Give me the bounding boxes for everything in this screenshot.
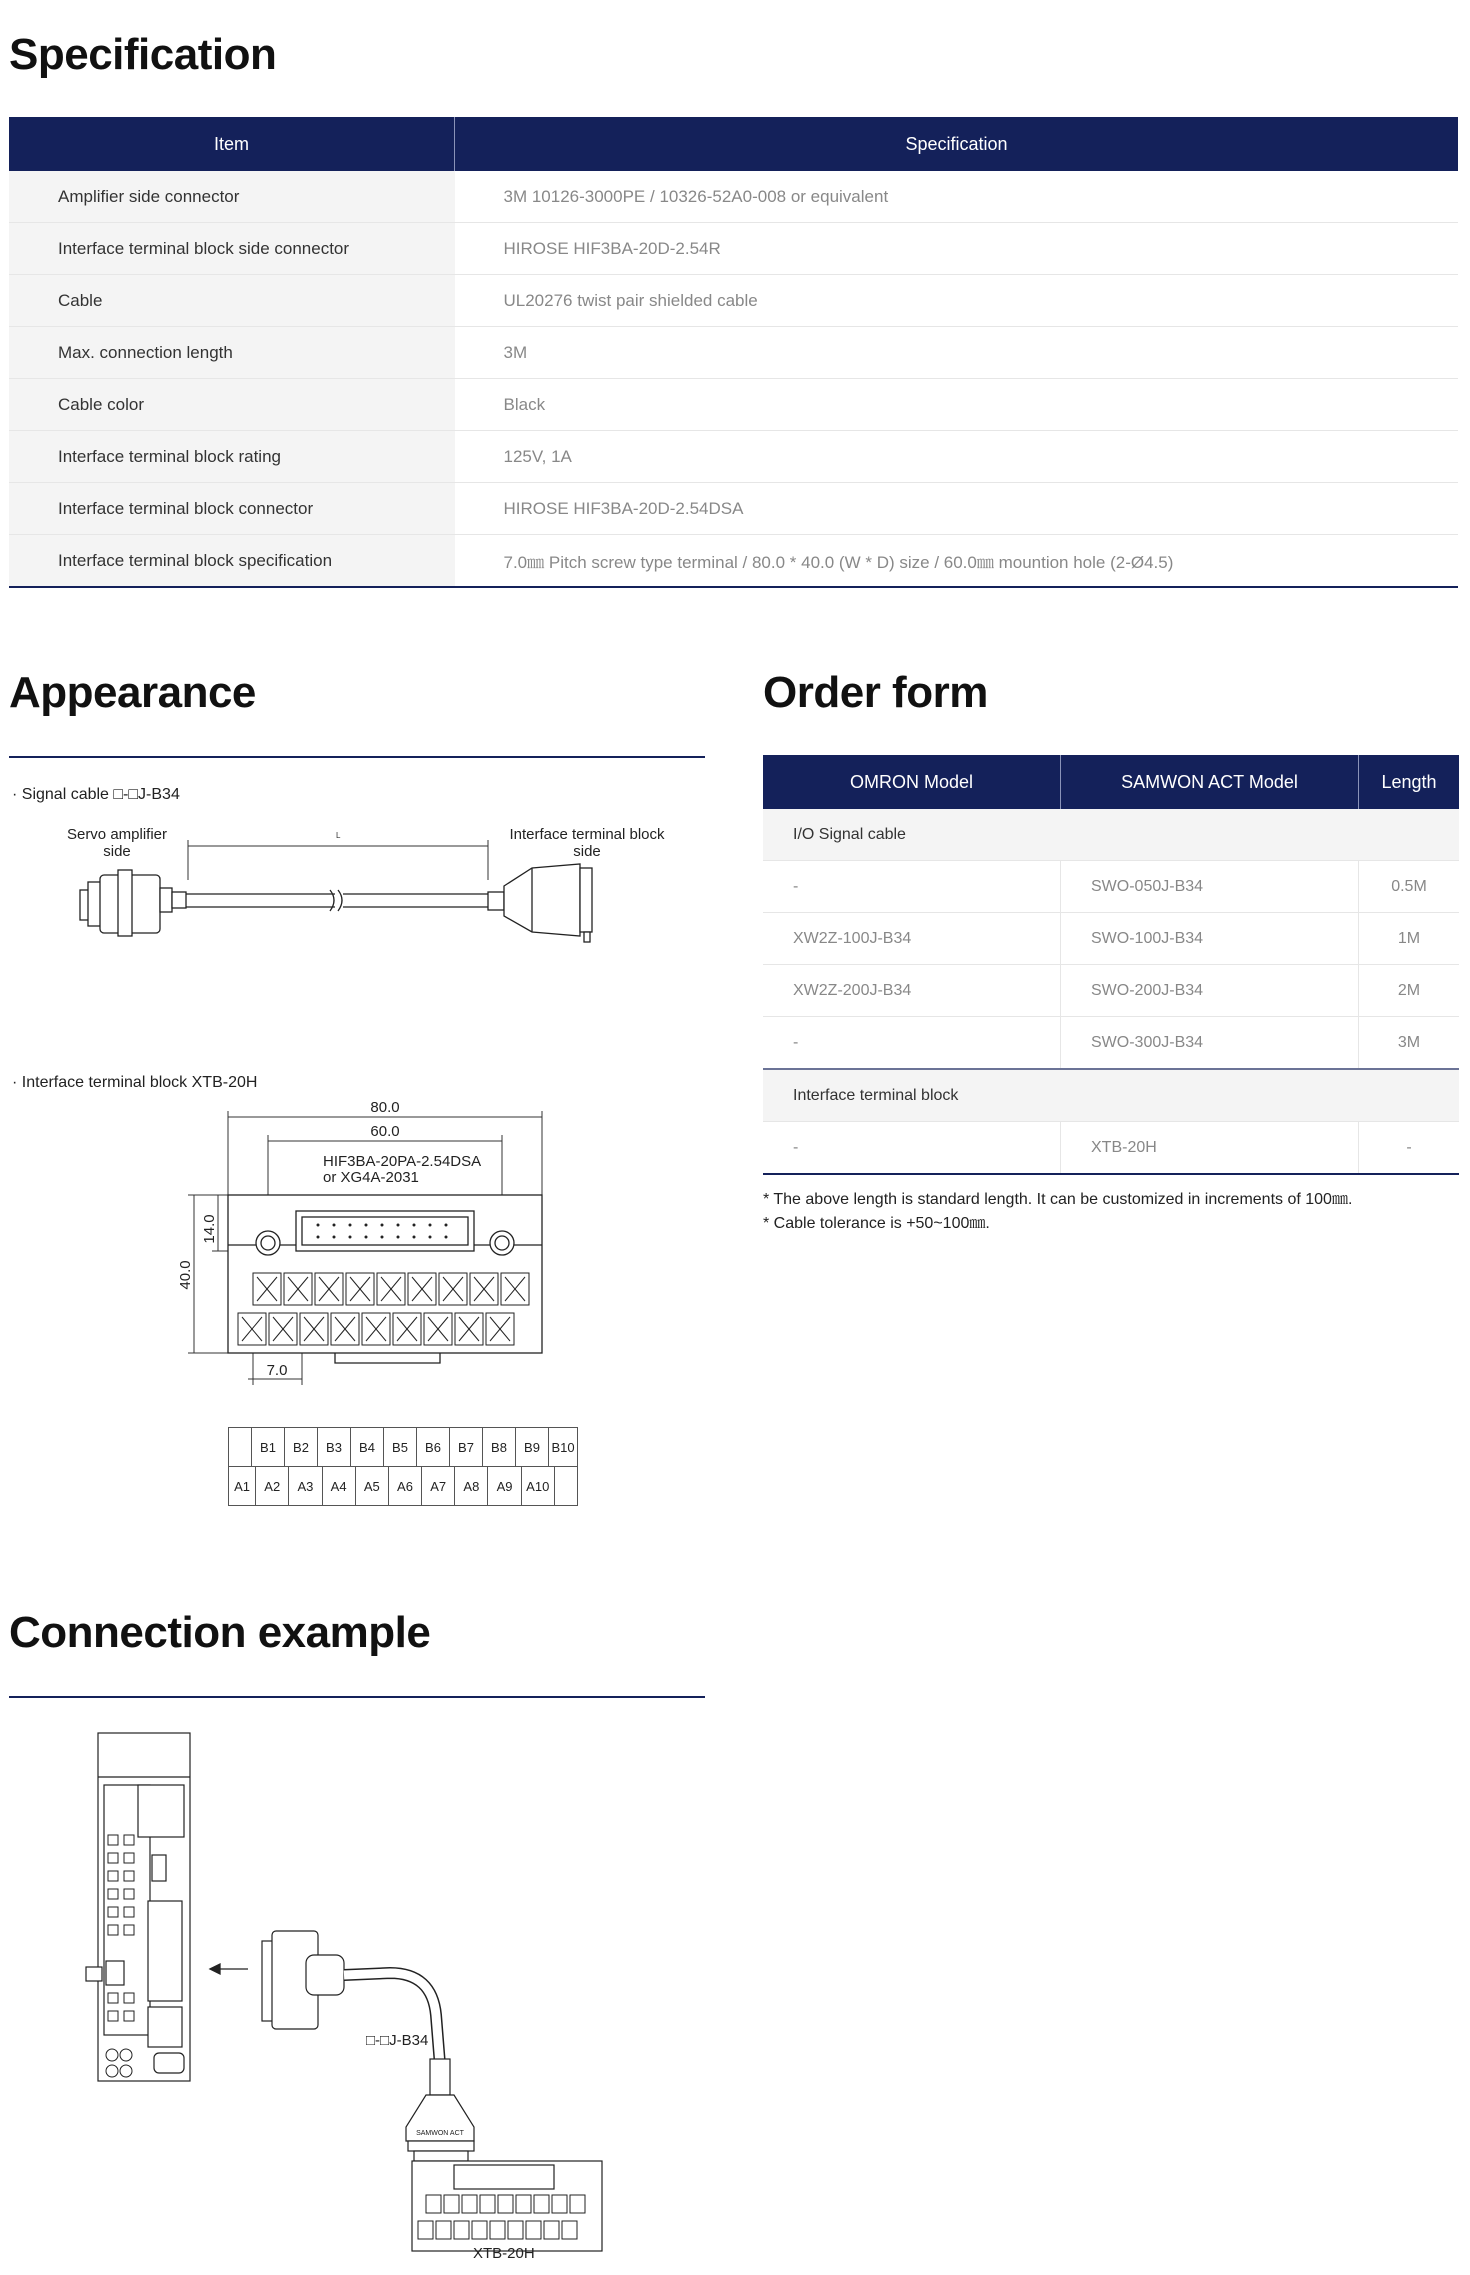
- pin-a2: A2: [256, 1467, 289, 1505]
- spec-item: Interface terminal block specification: [9, 535, 455, 588]
- table-row: [763, 913, 1459, 965]
- pin-a10: A10: [526, 1478, 550, 1494]
- pin-b6: B6: [417, 1428, 450, 1467]
- table-row: [9, 379, 1458, 431]
- servo-side-label-2: side: [103, 843, 131, 860]
- cable-inner: [344, 1973, 440, 2065]
- length: 1M: [1359, 913, 1460, 965]
- pin-b1: B1: [252, 1428, 285, 1467]
- pin-cell-empty: [554, 1467, 577, 1505]
- table-row: [9, 535, 1458, 588]
- connector-label-1: HIF3BA-20PA-2.54DSA: [323, 1153, 482, 1170]
- spec-value: HIROSE HIF3BA-20D-2.54DSA: [455, 483, 1459, 535]
- table-row: [763, 861, 1459, 913]
- connection-arrow: [210, 1964, 248, 1974]
- length: 2M: [1359, 965, 1460, 1017]
- block-connector-shape: [406, 2059, 474, 2151]
- connection-example-title: Connection example: [9, 1608, 431, 1657]
- pin-row-a-inner: [229, 1467, 577, 1505]
- order-form-title: Order form: [763, 668, 988, 717]
- header-omron-model: OMRON Model: [849, 771, 974, 792]
- spec-item: Interface terminal block rating: [9, 431, 455, 483]
- spec-value: 3M 10126-3000PE / 10326-52A0-008 or equivalent: [455, 171, 1459, 223]
- samwon-model: XTB-20H: [1061, 1122, 1359, 1175]
- pin-b7: B7: [450, 1428, 483, 1467]
- table-row: [763, 965, 1459, 1017]
- samwon-model: SWO-100J-B34: [1061, 913, 1359, 965]
- pin-table: [228, 1427, 578, 1506]
- spec-item: Cable color: [9, 379, 455, 431]
- table-row: [9, 275, 1458, 327]
- pin-row-a: [229, 1467, 578, 1506]
- pin-a3: A3: [289, 1467, 322, 1505]
- amp-connector-shape: [262, 1931, 344, 2029]
- table-row: [9, 483, 1458, 535]
- pin-b4: B4: [351, 1428, 384, 1467]
- pin-b2: B2: [285, 1428, 318, 1467]
- table-row: [763, 1122, 1459, 1175]
- pin-b8: B8: [483, 1428, 516, 1467]
- spec-value: 7.0㎜ Pitch screw type terminal / 80.0 * 40.0 (W * D) size / 60.0㎜ mountion hole (2-Ø4.5): [455, 535, 1459, 588]
- table-row: [9, 223, 1458, 275]
- pin-a7: A7: [422, 1467, 455, 1505]
- servo-drive-shape: [86, 1733, 190, 2081]
- dimension-40: 40.0: [177, 1260, 194, 1290]
- appearance-divider: [9, 756, 705, 758]
- cable-label: □-□J-B34: [366, 2032, 429, 2049]
- signal-cable-caption: · Signal cable □-□J-B34: [12, 786, 180, 803]
- terminal-side-label-1: Interface terminal block: [509, 826, 665, 843]
- terminal-block-caption: · Interface terminal block XTB-20H: [12, 1074, 258, 1091]
- spec-value: HIROSE HIF3BA-20D-2.54R: [455, 223, 1459, 275]
- omron-model: XW2Z-200J-B34: [763, 965, 1061, 1017]
- pin-a5: A5: [355, 1467, 388, 1505]
- spec-value: 3M: [455, 327, 1459, 379]
- servo-side-label-1: Servo amplifier: [66, 826, 168, 843]
- pin-a6: A6: [388, 1467, 421, 1505]
- table-row: [763, 1017, 1459, 1070]
- table-header-row: [9, 117, 1458, 171]
- length: -: [1359, 1122, 1460, 1175]
- pin-a1: A1: [229, 1467, 256, 1505]
- spec-item: Max. connection length: [9, 327, 455, 379]
- connection-example-drawing: [70, 1725, 630, 2255]
- omron-model: -: [763, 1017, 1061, 1070]
- spec-item: Amplifier side connector: [9, 171, 455, 223]
- table-row: [9, 171, 1458, 223]
- amplifier-connector-shape: [80, 870, 186, 936]
- group-row: [763, 809, 1459, 861]
- pin-a9: A9: [488, 1467, 521, 1505]
- pin-b10: B10: [551, 1439, 575, 1455]
- specification-title: Specification: [9, 30, 277, 79]
- spec-item: Interface terminal block side connector: [9, 223, 455, 275]
- connection-divider: [9, 1696, 705, 1698]
- pin-b3: B3: [318, 1428, 351, 1467]
- length: 0.5M: [1359, 861, 1460, 913]
- length-mark: L: [336, 831, 341, 840]
- pin-b5: B5: [384, 1428, 417, 1467]
- samwon-model: SWO-300J-B34: [1061, 1017, 1359, 1070]
- group-interface-terminal-block: Interface terminal block: [763, 1069, 1459, 1122]
- spec-value: UL20276 twist pair shielded cable: [455, 275, 1459, 327]
- dimension-60: 60.0: [370, 1123, 400, 1140]
- pin-a8: A8: [455, 1467, 488, 1505]
- cable-shape: [186, 890, 490, 911]
- table-row: [9, 431, 1458, 483]
- terminal-side-label-2: side: [573, 843, 601, 860]
- group-row: [763, 1069, 1459, 1122]
- terminal-connector-shape: [488, 864, 592, 942]
- order-note-length: * The above length is standard length. It can be customized in increments of 100㎜.: [763, 1191, 1353, 1208]
- cable-brand-label: SAMWON ACT: [416, 2130, 464, 2137]
- pin-cell-empty: [229, 1428, 252, 1467]
- order-form-table: [763, 755, 1459, 1175]
- spec-value: 125V, 1A: [455, 431, 1459, 483]
- omron-model: -: [763, 861, 1061, 913]
- samwon-model: SWO-050J-B34: [1061, 861, 1359, 913]
- connector-label-2: or XG4A-2031: [323, 1169, 419, 1186]
- omron-model: XW2Z-100J-B34: [763, 913, 1061, 965]
- pin-b9: B9: [516, 1428, 549, 1467]
- length: 3M: [1359, 1017, 1460, 1070]
- length-dimension: [188, 840, 488, 880]
- appearance-title: Appearance: [9, 668, 256, 717]
- signal-cable-drawing: [60, 820, 700, 960]
- header-item: Item: [213, 133, 249, 154]
- samwon-model: SWO-200J-B34: [1061, 965, 1359, 1017]
- dimension-14: 14.0: [201, 1214, 218, 1244]
- terminal-block-label: XTB-20H: [473, 2245, 535, 2262]
- pin-row-b: [229, 1428, 578, 1467]
- header-length: Length: [1359, 755, 1460, 809]
- table-row: [9, 327, 1458, 379]
- spec-item: Interface terminal block connector: [9, 483, 455, 535]
- header-samwon-model: SAMWON ACT Model: [1061, 755, 1359, 809]
- order-note-tolerance: * Cable tolerance is +50~100㎜.: [763, 1215, 990, 1232]
- table-header-row: [763, 755, 1459, 809]
- specification-table: [9, 117, 1458, 588]
- group-io-signal-cable: I/O Signal cable: [763, 809, 1459, 861]
- spec-value: Black: [455, 379, 1459, 431]
- dimension-7: 7.0: [266, 1362, 288, 1379]
- dimension-80: 80.0: [370, 1099, 400, 1116]
- spec-item: Cable: [9, 275, 455, 327]
- header-specification: Specification: [455, 117, 1459, 171]
- omron-model: -: [763, 1122, 1061, 1175]
- pin-a4: A4: [322, 1467, 355, 1505]
